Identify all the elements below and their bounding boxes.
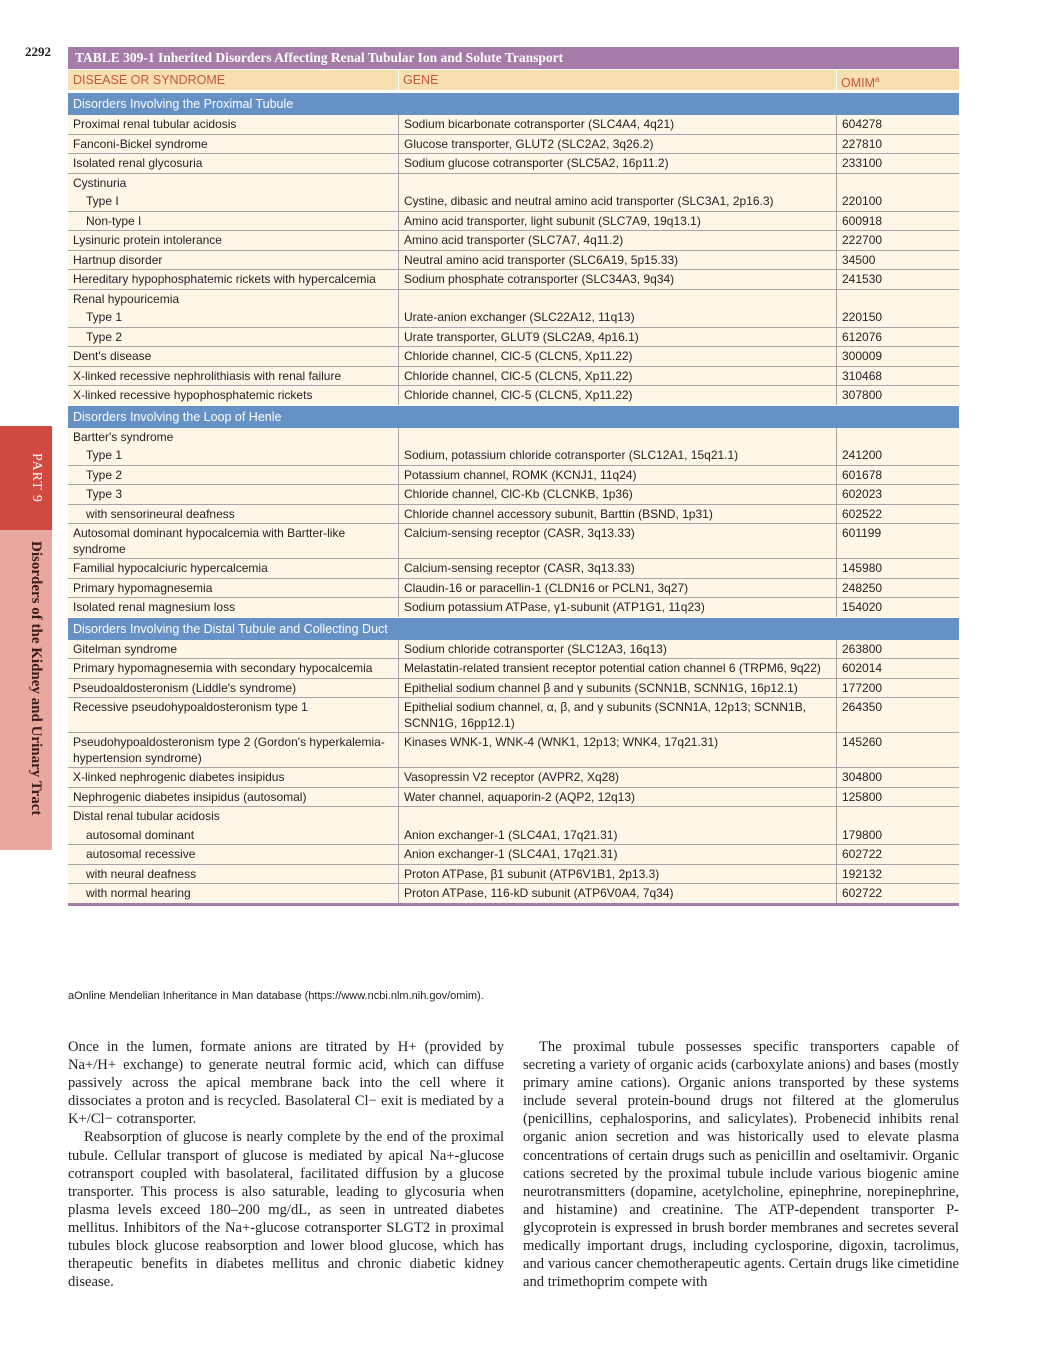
omim-cell: 192132 xyxy=(836,865,959,884)
column-header-gene: GENE xyxy=(403,73,439,87)
disease-cell: Type I xyxy=(86,194,119,208)
table-row xyxy=(68,385,959,405)
gene-cell xyxy=(398,290,836,309)
disease-cell: Type 2 xyxy=(86,329,123,344)
omim-cell xyxy=(836,428,959,447)
disease-cell: Type 3 xyxy=(86,487,123,501)
disease-cell: Type 1 xyxy=(86,448,123,462)
omim-cell: 264350 xyxy=(836,698,959,732)
omim-cell: 300009 xyxy=(836,347,959,366)
omim-cell: 310468 xyxy=(836,367,959,386)
omim-cell: 177200 xyxy=(836,679,959,698)
gene-cell: Melastatin-related transient receptor potential cation channel 6 (TRPM6, 9q22) xyxy=(398,659,836,678)
gene-cell: Anion exchanger-1 (SLC4A1, 17q21.31) xyxy=(398,845,836,864)
omim-label: OMIM xyxy=(841,76,876,91)
table-row xyxy=(68,134,959,154)
table-title: TABLE 309-1 Inherited Disorders Affecting Renal Tubular Ion and Solute Transport xyxy=(68,47,959,69)
gene-cell: Urate-anion exchanger (SLC22A12, 11q13) xyxy=(398,308,836,327)
omim-cell: 601199 xyxy=(836,524,959,558)
part-label: PART 9 xyxy=(29,453,44,503)
section-tab xyxy=(0,530,52,850)
disease-cell: Gitelman syndrome xyxy=(73,641,178,656)
gene-cell: Cystine, dibasic and neutral amino acid transporter (SLC3A1, 2p16.3) xyxy=(398,192,836,211)
table-row xyxy=(68,366,959,386)
omim-cell: 602722 xyxy=(836,845,959,864)
disease-cell: Type 1 xyxy=(86,310,123,324)
gene-cell xyxy=(398,807,836,826)
body-paragraph: Once in the lumen, formate anions are titrated by H+ (provided by Na+/H+ exchange) to generate neutral formic acid, which can diffuse passively across the apical membrane back into the cell where it dissociates a proton and is recycled. Basolateral Cl− exit is mediated by a K+/Cl− cotransporter. xyxy=(68,1039,504,1128)
omim-cell: 179800 xyxy=(836,826,959,845)
table-row xyxy=(68,153,959,173)
gene-cell: Epithelial sodium channel, α, β, and γ subunits (SCNN1A, 12p13; SCNN1B, SCNN1G, 16pp12.1) xyxy=(398,698,836,732)
disease-cell: Cystinuria xyxy=(73,175,127,190)
disease-cell: Primary hypomagnesemia with secondary hypocalcemia xyxy=(73,661,373,675)
omim-cell: 248250 xyxy=(836,579,959,598)
omim-cell: 241530 xyxy=(836,270,959,289)
gene-cell: Sodium phosphate cotransporter (SLC34A3, 9q34) xyxy=(398,270,836,289)
omim-cell: 227810 xyxy=(836,135,959,154)
disease-cell: autosomal dominant xyxy=(86,827,195,842)
gene-cell: Sodium potassium ATPase, γ1-subunit (ATP1G1, 11q23) xyxy=(398,598,836,617)
table-row xyxy=(68,115,959,134)
omim-cell: 222700 xyxy=(836,231,959,250)
table-row xyxy=(68,211,959,231)
omim-cell: 307800 xyxy=(836,386,959,405)
disease-cell: Autosomal dominant hypocalcemia with Bartter-like syndrome xyxy=(73,526,346,556)
gene-cell: Chloride channel, ClC-5 (CLCN5, Xp11.22) xyxy=(398,347,836,366)
body-paragraph: The proximal tubule possesses specific transporters capable of secreting a variety of organic acids (carboxylate anions) and bases (mostly primary amine cations). Organic anions transported by these systems include several protein-bound drugs not filtered at the glomerulus (penicillins, cephalosporins, and salicylates). Probenecid inhibits renal organic anion secretion and was historically used to elevate plasma concentrations of certain drugs such as penicillin and oseltamivir. Organic cations secreted by the proximal tubule include various biogenic amine neurotransmitters (dopamine, acetylcholine, epinephrine, norepinephrine, and histamine) and creatinine. The ATP-dependent transporter P-glycoprotein is expressed in brush border membranes and secretes several medically important drugs, including cyclosporine, digoxin, tacrolimus, and various cancer chemotherapeutic agents. Certain drugs like cimetidine and trimethoprim compete with xyxy=(523,1039,959,1291)
omim-cell: 233100 xyxy=(836,154,959,173)
omim-cell: 304800 xyxy=(836,768,959,787)
column-header-omim xyxy=(841,70,879,93)
gene-cell: Chloride channel, ClC-5 (CLCN5, Xp11.22) xyxy=(398,367,836,386)
table-row xyxy=(68,250,959,270)
table-row xyxy=(68,844,959,864)
column-header-disease: DISEASE OR SYNDROME xyxy=(73,73,226,87)
body-paragraph: Reabsorption of glucose is nearly complete by the end of the proximal tubule. Cellular transport of glucose is mediated by apical Na+-glucose cotransport coupled with basolateral, facilitated diffusion by a glucose transporter. This process is also saturable, leading to glycosuria when plasma levels exceed 180–200 mg/dL, as seen in untreated diabetes mellitus. Inhibitors of the Na+-glucose cotransporter SLGT2 in proximal tubules block glucose reabsorption and lower blood glucose, which has therapeutic benefits in diabetes mellitus and chronic diabetic kidney disease. xyxy=(68,1129,504,1291)
gene-cell: Urate transporter, GLUT9 (SLC2A9, 4p16.1) xyxy=(398,328,836,347)
table-row xyxy=(68,697,959,732)
table-row xyxy=(68,327,959,347)
table-row xyxy=(68,597,959,617)
disease-cell: autosomal recessive xyxy=(86,847,196,861)
table-row xyxy=(68,883,959,903)
table-row xyxy=(68,640,959,659)
table-row xyxy=(68,732,959,767)
disease-cell: X-linked nephrogenic diabetes insipidus xyxy=(73,770,285,784)
table-bottom-rule xyxy=(68,903,959,906)
gene-cell: Proton ATPase, 116-kD subunit (ATP6V0A4, 7q34) xyxy=(398,884,836,903)
gene-cell: Sodium glucose cotransporter (SLC5A2, 16p11.2) xyxy=(398,154,836,173)
gene-cell: Sodium, potassium chloride cotransporter (SLC12A1, 15q21.1) xyxy=(398,446,836,465)
table-row xyxy=(68,484,959,504)
table-row xyxy=(68,864,959,884)
omim-cell: 602522 xyxy=(836,505,959,524)
gene-cell: Potassium channel, ROMK (KCNJ1, 11q24) xyxy=(398,466,836,485)
disease-cell: Isolated renal glycosuria xyxy=(73,156,203,170)
disease-cell: Recessive pseudohypoaldosteronism type 1 xyxy=(73,700,308,714)
disease-cell: Nephrogenic diabetes insipidus (autosomal) xyxy=(73,789,307,804)
disease-cell: Pseudoaldosteronism (Liddle's syndrome) xyxy=(73,680,297,695)
table-section-header: Disorders Involving the Loop of Henle xyxy=(68,405,959,428)
column-divider xyxy=(398,70,399,90)
page-number: 2292 xyxy=(25,44,51,59)
omim-cell xyxy=(836,807,959,826)
disease-cell: Type 2 xyxy=(86,467,123,482)
omim-cell: 602014 xyxy=(836,659,959,678)
gene-cell: Proton ATPase, β1 subunit (ATP6V1B1, 2p13.3) xyxy=(398,865,836,884)
omim-cell: 604278 xyxy=(836,115,959,134)
omim-cell: 220150 xyxy=(836,308,959,327)
disease-cell: Familial hypocalciuric hypercalcemia xyxy=(73,561,268,575)
body-column-left xyxy=(68,1038,504,1291)
table-column-headers xyxy=(68,70,959,90)
table-row xyxy=(68,826,959,845)
omim-cell: 145260 xyxy=(836,733,959,767)
table-row xyxy=(68,428,959,447)
table-row xyxy=(68,289,959,309)
table-row xyxy=(68,504,959,524)
table-section-header: Disorders Involving the Proximal Tubule xyxy=(68,92,959,115)
disease-cell: Lysinuric protein intolerance xyxy=(73,233,222,247)
table-row xyxy=(68,523,959,558)
table-row xyxy=(68,346,959,366)
omim-cell: 612076 xyxy=(836,328,959,347)
table-row xyxy=(68,230,959,250)
table-row xyxy=(68,173,959,193)
disease-cell: Hartnup disorder xyxy=(73,252,163,267)
disease-cell: Proximal renal tubular acidosis xyxy=(73,117,237,131)
part-tab xyxy=(0,426,52,530)
disease-cell: Dent's disease xyxy=(73,349,152,363)
disease-cell: with neural deafness xyxy=(86,866,197,881)
gene-cell: Kinases WNK-1, WNK-4 (WNK1, 12p13; WNK4, 17q21.31) xyxy=(398,733,836,767)
omim-cell xyxy=(836,174,959,193)
omim-cell: 241200 xyxy=(836,446,959,465)
gene-cell: Neutral amino acid transporter (SLC6A19, 5p15.33) xyxy=(398,251,836,270)
disease-cell: Pseudohypoaldosteronism type 2 (Gordon's hyperkalemia-hypertension syndrome) xyxy=(73,735,385,765)
disease-cell: X-linked recessive nephrolithiasis with renal failure xyxy=(73,368,342,383)
gene-cell: Chloride channel, ClC-Kb (CLCNKB, 1p36) xyxy=(398,485,836,504)
table-footnote: aOnline Mendelian Inheritance in Man database (https://www.ncbi.nlm.nih.gov/omim). xyxy=(68,990,484,1002)
disease-cell: Bartter's syndrome xyxy=(73,429,174,444)
gene-cell: Vasopressin V2 receptor (AVPR2, Xq28) xyxy=(398,768,836,787)
disease-cell: with sensorineural deafness xyxy=(86,506,235,521)
gene-cell: Chloride channel, ClC-5 (CLCN5, Xp11.22) xyxy=(398,386,836,405)
gene-cell xyxy=(398,428,836,447)
gene-cell: Claudin-16 or paracellin-1 (CLDN16 or PCLN1, 3q27) xyxy=(398,579,836,598)
body-column-right xyxy=(523,1038,959,1291)
table-row xyxy=(68,269,959,289)
gene-cell: Sodium bicarbonate cotransporter (SLC4A4, 4q21) xyxy=(398,115,836,134)
table-row xyxy=(68,465,959,485)
omim-cell: 145980 xyxy=(836,559,959,578)
disease-cell: Hereditary hypophosphatemic rickets with hypercalcemia xyxy=(73,272,376,286)
disease-cell: Non-type I xyxy=(86,213,142,228)
disease-cell: Primary hypomagnesemia xyxy=(73,580,213,595)
table-section-header: Disorders Involving the Distal Tubule and Collecting Duct xyxy=(68,617,959,640)
disease-cell: Fanconi-Bickel syndrome xyxy=(73,136,208,151)
inherited-disorders-table xyxy=(68,92,959,906)
gene-cell: Calcium-sensing receptor (CASR, 3q13.33) xyxy=(398,559,836,578)
table-row xyxy=(68,678,959,698)
table-row xyxy=(68,787,959,807)
disease-cell: Distal renal tubular acidosis xyxy=(73,809,220,823)
column-divider xyxy=(836,70,837,90)
omim-cell: 154020 xyxy=(836,598,959,617)
gene-cell: Sodium chloride cotransporter (SLC12A3, 16q13) xyxy=(398,640,836,659)
gene-cell xyxy=(398,174,836,193)
gene-cell: Amino acid transporter, light subunit (SLC7A9, 19q13.1) xyxy=(398,212,836,231)
omim-superscript: a xyxy=(875,75,880,84)
omim-cell: 220100 xyxy=(836,192,959,211)
omim-cell: 34500 xyxy=(836,251,959,270)
table-row xyxy=(68,192,959,211)
gene-cell: Anion exchanger-1 (SLC4A1, 17q21.31) xyxy=(398,826,836,845)
table-row xyxy=(68,558,959,578)
gene-cell: Chloride channel accessory subunit, Barttin (BSND, 1p31) xyxy=(398,505,836,524)
omim-cell: 263800 xyxy=(836,640,959,659)
gene-cell: Glucose transporter, GLUT2 (SLC2A2, 3q26.2) xyxy=(398,135,836,154)
table-row xyxy=(68,308,959,327)
gene-cell: Calcium-sensing receptor (CASR, 3q13.33) xyxy=(398,524,836,558)
disease-cell: Renal hypouricemia xyxy=(73,291,180,306)
disease-cell: with normal hearing xyxy=(86,886,191,900)
omim-cell: 602023 xyxy=(836,485,959,504)
omim-cell: 602722 xyxy=(836,884,959,903)
gene-cell: Epithelial sodium channel β and γ subunits (SCNN1B, SCNN1G, 16p12.1) xyxy=(398,679,836,698)
disease-cell: X-linked recessive hypophosphatemic rickets xyxy=(73,388,313,402)
disease-cell: Isolated renal magnesium loss xyxy=(73,600,236,614)
omim-cell: 125800 xyxy=(836,788,959,807)
omim-cell xyxy=(836,290,959,309)
gene-cell: Water channel, aquaporin-2 (AQP2, 12q13) xyxy=(398,788,836,807)
section-title: Disorders of the Kidney and Urinary Tract xyxy=(28,541,44,816)
table-row xyxy=(68,446,959,465)
table-row xyxy=(68,578,959,598)
table-row xyxy=(68,658,959,678)
table-row xyxy=(68,767,959,787)
omim-cell: 601678 xyxy=(836,466,959,485)
table-row xyxy=(68,806,959,826)
omim-cell: 600918 xyxy=(836,212,959,231)
gene-cell: Amino acid transporter (SLC7A7, 4q11.2) xyxy=(398,231,836,250)
